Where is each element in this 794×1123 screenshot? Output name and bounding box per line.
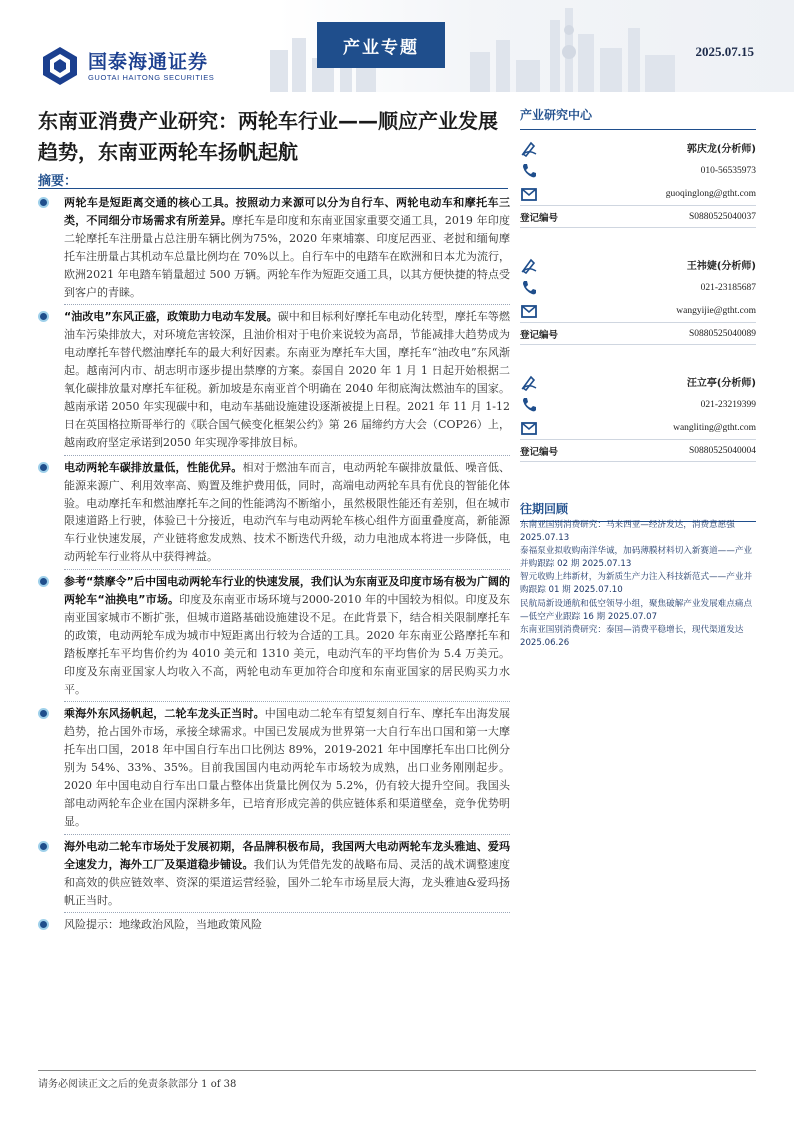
divider: [64, 834, 510, 835]
risk-warning: [38, 916, 510, 934]
analyst-phone: 010-56535973: [700, 165, 756, 176]
bullet-bold: 电动两轮车碳排放量低，性能优异。: [64, 460, 243, 474]
past-reports-heading: 往期回顾: [520, 500, 756, 522]
pen-icon: [520, 256, 538, 274]
reg-label: 登记编号: [520, 446, 559, 458]
divider: [38, 188, 508, 189]
summary-bullet: [38, 838, 510, 910]
logo-cn: 国泰海通证券: [88, 50, 209, 73]
company-logo: [38, 44, 214, 88]
analyst-card: [520, 253, 756, 345]
analyst-card: [520, 370, 756, 462]
header-banner: [0, 0, 794, 92]
analyst-email[interactable]: wangyijie@gtht.com: [676, 305, 756, 316]
report-type-tag: 产业专题: [317, 22, 445, 68]
summary-bullet: [38, 308, 510, 451]
analyst-phone: 021-23185687: [700, 282, 756, 293]
past-report-link[interactable]: 东南亚国别消费研究：泰国—消费平稳增长，现代渠道发达 2025.06.26: [520, 624, 744, 648]
bullet-text: 碳中和目标利好摩托车电动化转型，摩托车等燃油车污染排放大，对环境危害较深，且油价相对于电价来说较为高昂，节能减排大趋势成为电动摩托车替代燃油摩托车的最大利好因素。东南亚为摩托车大国，摩托车“油改电”东风渐起。越南河内市、胡志明市逐步提出禁摩的方案。泰国自 2020 年 1 月 1 日起开始根据二氧化碳排放量对摩托车征税。新加坡是东南亚首个明确在 2040 年彻底淘汰燃油车的国家。越南承诺 2050 年实现碳中和，电动车基础设施建设逐渐被提上日程。2021 年 11 月 1-12 日在英国格拉斯哥举行的《联合国气候变化框架公约》第 26 届缔约方大会（COP26）上，越南政府坚定承诺到2050 年实现净零排放目标。: [64, 310, 510, 449]
summary-bullet: [38, 459, 510, 566]
email-icon: [520, 419, 538, 437]
bullet-icon: [38, 708, 49, 719]
sidebar-heading: 产业研究中心: [520, 106, 756, 130]
bullet-bold: 参考“禁摩令”后中国电动两轮车行业的快速发展，我们认为东南亚及印度市场有极为广阔的两轮车“油换电”市场。: [64, 575, 510, 607]
bullet-bold: 乘海外东风扬帆起，二轮车龙头正当时。: [64, 707, 265, 721]
report-date: 2025.07.15: [695, 44, 754, 59]
bullet-text: 印度及东南亚市场环境与2000-2010 年的中国较为相似。印度及东南亚国家城市不断扩张，但城市道路基础设施建设不足。在此背景下，结合相关限制摩托车的政策，电动两轮车成为城市中短距离出行较为合适的工具。2020 年东南亚公路摩托车和踏板摩托车平均售价约为 4010 美元和 1310 美元，电动汽车的平均售价为 5.4 万美元。印度及东南亚国家人均收入不高，两轮电动车更加符合印度和东南亚国家的居民购买力水平。: [64, 593, 510, 696]
phone-icon: [520, 279, 538, 297]
reg-label: 登记编号: [520, 329, 559, 341]
bullet-text: 我们认为凭借先发的战略布局、灵活的战术调整速度和高效的供应链效率、资深的渠道运营经验，国外二轮车市场星辰大海，龙头雅迪&爱玛扬帆正当时。: [64, 857, 511, 907]
bullet-bold: 海外电动二轮车市场处于发展初期，各品牌积极布局，我国两大电动两轮车龙头雅迪、爱玛全速发力，海外工厂及渠道稳步铺设。: [64, 839, 510, 871]
summary-bullets: [38, 194, 510, 934]
logo-icon: [38, 44, 82, 88]
bullet-text: 中国电动二轮车有望复刻自行车、摩托车出海发展趋势，抢占国外市场，承接全球需求。中国已发展成为世界第一大自行车出口国和第一大摩托车出口国，2018 年中国自行车出口比例达 89%，2019-2021 年中国摩托车出口比例分别为 54%、33%、35%。目前我国国内电动两轮车市场较为成熟，出口业务刚刚起步。2020 年中国电动自行车出口量占整体出货量比例仅为 5.2%，仍有较大提升空间。我国头部电动两轮车企业在国内深耕多年，已培育形成完善的供应链体系和渠道壁垒，竞争优势明显。: [64, 707, 511, 828]
disclaimer-footer: 请务必阅读正文之后的免责条款部分 1 of 38: [38, 1070, 756, 1090]
divider: [64, 304, 510, 305]
reg-label: 登记编号: [520, 212, 559, 224]
phone-icon: [520, 162, 538, 180]
bullet-icon: [38, 462, 49, 473]
phone-icon: [520, 396, 538, 414]
summary-bullet: [38, 705, 510, 830]
logo-en: GUOTAI HAITONG SECURITIES: [88, 72, 215, 82]
bullet-bold: 两轮车是短距离交通的核心工具。按照动力来源可以分为自行车、两轮电动车和摩托车三类，不同细分市场需求有所差异。: [64, 196, 510, 227]
analyst-card: [520, 136, 756, 228]
analyst-reg-number: S0880525040037: [688, 211, 756, 222]
divider: [64, 701, 510, 702]
bullet-icon: [38, 576, 49, 587]
summary-bullet: [38, 194, 510, 301]
past-report-link[interactable]: 民航局新设通航和低空领导小组，聚焦破解产业发展难点痛点—低空产业跟踪 16 期 2025.07.07: [520, 598, 753, 622]
analyst-name: 郭庆龙(分析师): [686, 144, 756, 155]
bullet-icon: [38, 197, 49, 208]
analyst-sidebar: [520, 106, 756, 462]
bullet-text: 相对于燃油车而言，电动两轮车碳排放量低、噪音低、能源来源广、利用效率高、购置及维护费用低，同时，高端电动两轮车具有优良的智能化体验。电动摩托车和燃油摩托车之间的性能鸿沟不断缩小，虽然极限性能还有差别，但在城市限速道路上行驶，体验已十分接近，电动汽车与电动两轮车核心组件方面重叠度高，新能源车行业快速发展，产业链将愈发成熟、技术不断迭代升级，动力电池成本将进一步降低，电动两轮车行业将从中获得裨益。: [64, 460, 511, 564]
past-reports-list: [520, 519, 756, 650]
bullet-text: 摩托车是印度和东南亚国家重要交通工具，2019 年印度二轮摩托车注册量占总注册车辆比例为75%，2020 年柬埔寨、印度尼西亚、老挝和缅甸摩托车注册量占其机动车总量比例均在 70%以上。自行车中的电踏车在欧洲和日本尤为流行，欧洲2021 年电踏车销量超过 500 万辆。两轮车作为短距交通工具，以其方便快捷的特点受到客户的青睐。: [64, 213, 510, 299]
analyst-name: 王祎婕(分析师): [686, 261, 756, 272]
analyst-reg-number: S0880525040004: [688, 445, 756, 456]
past-report-link[interactable]: 智元收购上纬新材，为新质生产力注入科技新范式——产业并购跟踪 01 期 2025.07.10: [520, 572, 753, 596]
summary-label: 摘要：: [38, 174, 78, 189]
bullet-icon: [38, 919, 49, 930]
past-report-link[interactable]: 东南亚国别消费研究：马来西亚—经济发达，消费意愿强 2025.07.13: [520, 520, 735, 544]
divider: [64, 569, 510, 570]
email-icon: [520, 185, 538, 203]
pen-icon: [520, 373, 538, 391]
email-icon: [520, 302, 538, 320]
analyst-email[interactable]: guoqinglong@gtht.com: [665, 188, 756, 199]
past-report-link[interactable]: 泰福泵业拟收购南洋华诚，加码薄膜材料切入新赛道——产业并购跟踪 02 期 2025.07.13: [520, 546, 753, 570]
bullet-text: 风险提示：地缘政治风险，当地政策风险: [64, 918, 262, 932]
bullet-icon: [38, 841, 49, 852]
bullet-bold: “油改电”东风正盛，政策助力电动车发展。: [64, 310, 278, 324]
analyst-phone: 021-23219399: [700, 399, 756, 410]
pen-icon: [520, 139, 538, 157]
analyst-reg-number: S0880525040089: [688, 328, 756, 339]
divider: [64, 912, 510, 913]
analyst-email[interactable]: wangliting@gtht.com: [673, 422, 756, 433]
summary-bullet: [38, 573, 510, 698]
analyst-name: 汪立亭(分析师): [686, 378, 756, 389]
divider: [64, 455, 510, 456]
bullet-icon: [38, 311, 49, 322]
report-title: 东南亚消费产业研究：两轮车行业——顺应产业发展趋势，东南亚两轮车扬帆起航: [38, 109, 498, 164]
